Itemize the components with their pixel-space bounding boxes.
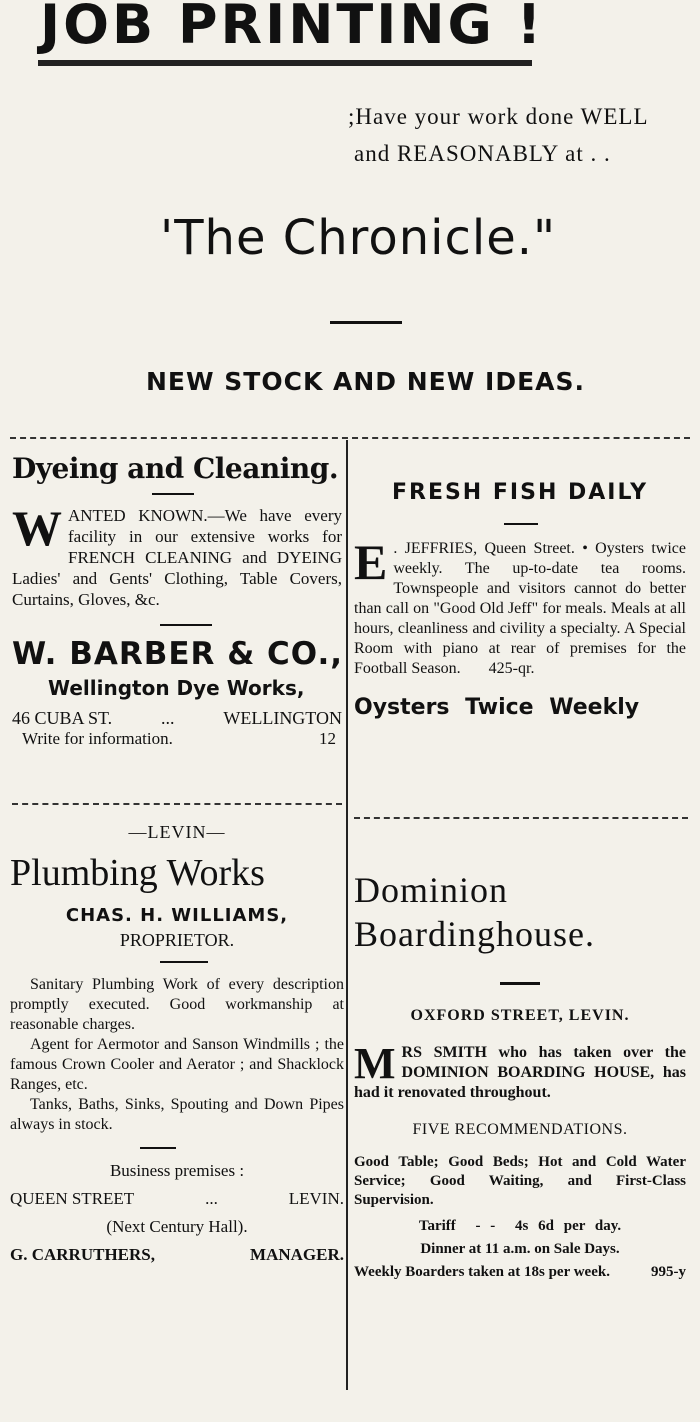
- plumbing-street-dots: ...: [205, 1189, 218, 1208]
- boarding-heading-1: Dominion: [354, 870, 509, 910]
- dyeing-write-row: [12, 729, 342, 749]
- boarding-tariff-value: 4s 6d per day.: [515, 1218, 622, 1234]
- promo-line-2: and REASONABLY at . .: [354, 141, 611, 166]
- boarding-heading-2: Boardinghouse.: [354, 914, 595, 954]
- paper-name: 'The Chronicle.": [160, 210, 557, 266]
- dyeing-text: ANTED KNOWN.—We have every facility in our extensive works for FRENCH CLEANING and DYEING Ladies' and Gents' Clothing, Table Covers, Curtains, Gloves, &c.: [12, 506, 342, 609]
- plumbing-manager-left: G. CARRUTHERS,: [10, 1245, 155, 1264]
- dyeing-address-right: WELLINGTON: [223, 708, 342, 728]
- title-underline: [38, 60, 532, 66]
- dyeing-dropcap: W: [12, 500, 62, 556]
- boarding-tariff-label: Tariff: [418, 1218, 456, 1234]
- dyeing-write: Write for information.: [22, 729, 173, 748]
- boarding-dropcap: M: [354, 1039, 396, 1088]
- boarding-ref: 995-y: [651, 1264, 686, 1280]
- plumbing-rule-2: [140, 1147, 176, 1149]
- dyeing-ref: 12: [319, 729, 336, 748]
- fish-ref: 425-qr.: [488, 660, 535, 677]
- fish-body: [354, 534, 686, 679]
- boarding-rule: [500, 982, 540, 985]
- fish-rule: [504, 523, 538, 525]
- plumbing-place: —LEVIN—: [128, 822, 226, 842]
- plumbing-para-1: Sanitary Plumbing Work of every description promptly executed. Good workmanship at reasonable charges.: [10, 976, 344, 1033]
- boarding-body: [354, 1039, 686, 1103]
- boarding-dinner: Dinner at 11 a.m. on Sale Days.: [420, 1241, 620, 1257]
- boarding-list: Good Table; Good Beds; Hot and Cold Water Service; Good Waiting, and First-Class Supervision.: [354, 1154, 686, 1208]
- boarding-tariff: [354, 1218, 686, 1235]
- boarding-five: FIVE RECOMMENDATIONS.: [412, 1121, 628, 1138]
- boarding-weekly: Weekly Boarders taken at 18s per week.: [354, 1264, 610, 1280]
- dyeing-heading: Dyeing and Cleaning.: [12, 452, 339, 485]
- plumbing-street-left: QUEEN STREET: [10, 1189, 135, 1208]
- boarding-ad: [354, 868, 686, 1281]
- dyeing-ad: [12, 452, 342, 749]
- dyeing-rule: [152, 493, 194, 495]
- promo-line-1: ;Have your work done WELL: [348, 104, 649, 129]
- plumbing-heading: Plumbing Works: [10, 852, 265, 894]
- dyeing-address-left: 46 CUBA ST.: [12, 708, 113, 728]
- boarding-tariff-dash: - -: [475, 1218, 496, 1234]
- boarding-weekly-row: [354, 1264, 686, 1281]
- dyeing-address: [12, 708, 342, 729]
- boarding-street: OXFORD STREET, LEVIN.: [410, 1007, 630, 1024]
- dyeing-firm: W. BARBER & CO.,: [12, 636, 343, 672]
- plumbing-hall: (Next Century Hall).: [106, 1217, 248, 1236]
- plumbing-premises: Business premises :: [109, 1161, 245, 1180]
- plumbing-title: PROPRIETOR.: [119, 930, 235, 950]
- column-divider: [346, 440, 348, 1390]
- plumbing-para-3: Tanks, Baths, Sinks, Spouting and Down Pipes always in stock.: [10, 1096, 344, 1133]
- fish-dropcap: E: [354, 534, 388, 590]
- boarding-text: RS SMITH who has taken over the DOMINION BOARDING HOUSE, has had it renovated throughout.: [354, 1044, 686, 1101]
- plumbing-rule: [160, 961, 208, 963]
- plumbing-owner: CHAS. H. WILLIAMS,: [65, 905, 289, 926]
- tagline: NEW STOCK AND NEW IDEAS.: [146, 367, 586, 396]
- ornament-rule: [330, 321, 402, 324]
- plumbing-manager: [10, 1245, 344, 1265]
- plumbing-manager-right: MANAGER.: [250, 1245, 344, 1264]
- fish-oysters: Oysters Twice Weekly: [354, 695, 640, 720]
- fish-text: . JEFFRIES, Queen Street. • Oysters twice weekly. The up-to-date tea rooms. Townspeople and visitors cannot do better than call on "Good Old Jeff" for meals. Meals at all hours, cleanliness and civility a specialty. A Special Room with piano at rear of premises for the Football Season.: [354, 540, 686, 677]
- header-divider: [10, 437, 690, 439]
- page-title: JOB PRINTING !: [40, 0, 545, 56]
- mid-divider-left: [12, 803, 342, 805]
- dyeing-body: [12, 500, 342, 610]
- plumbing-street-right: LEVIN.: [288, 1189, 344, 1208]
- plumbing-street: [10, 1189, 344, 1209]
- dyeing-address-dots: ...: [161, 708, 175, 728]
- plumbing-ad: [10, 822, 344, 1265]
- fish-ad: [354, 480, 686, 720]
- plumbing-para-2: Agent for Aermotor and Sanson Windmills ; the famous Crown Cooler and Aerator ; and Shacklock Ranges, etc.: [10, 1036, 344, 1093]
- mid-divider-right: [354, 817, 688, 819]
- dyeing-works: Wellington Dye Works,: [48, 676, 305, 700]
- dyeing-rule-2: [160, 624, 212, 626]
- fish-heading: FRESH FISH DAILY: [391, 480, 649, 505]
